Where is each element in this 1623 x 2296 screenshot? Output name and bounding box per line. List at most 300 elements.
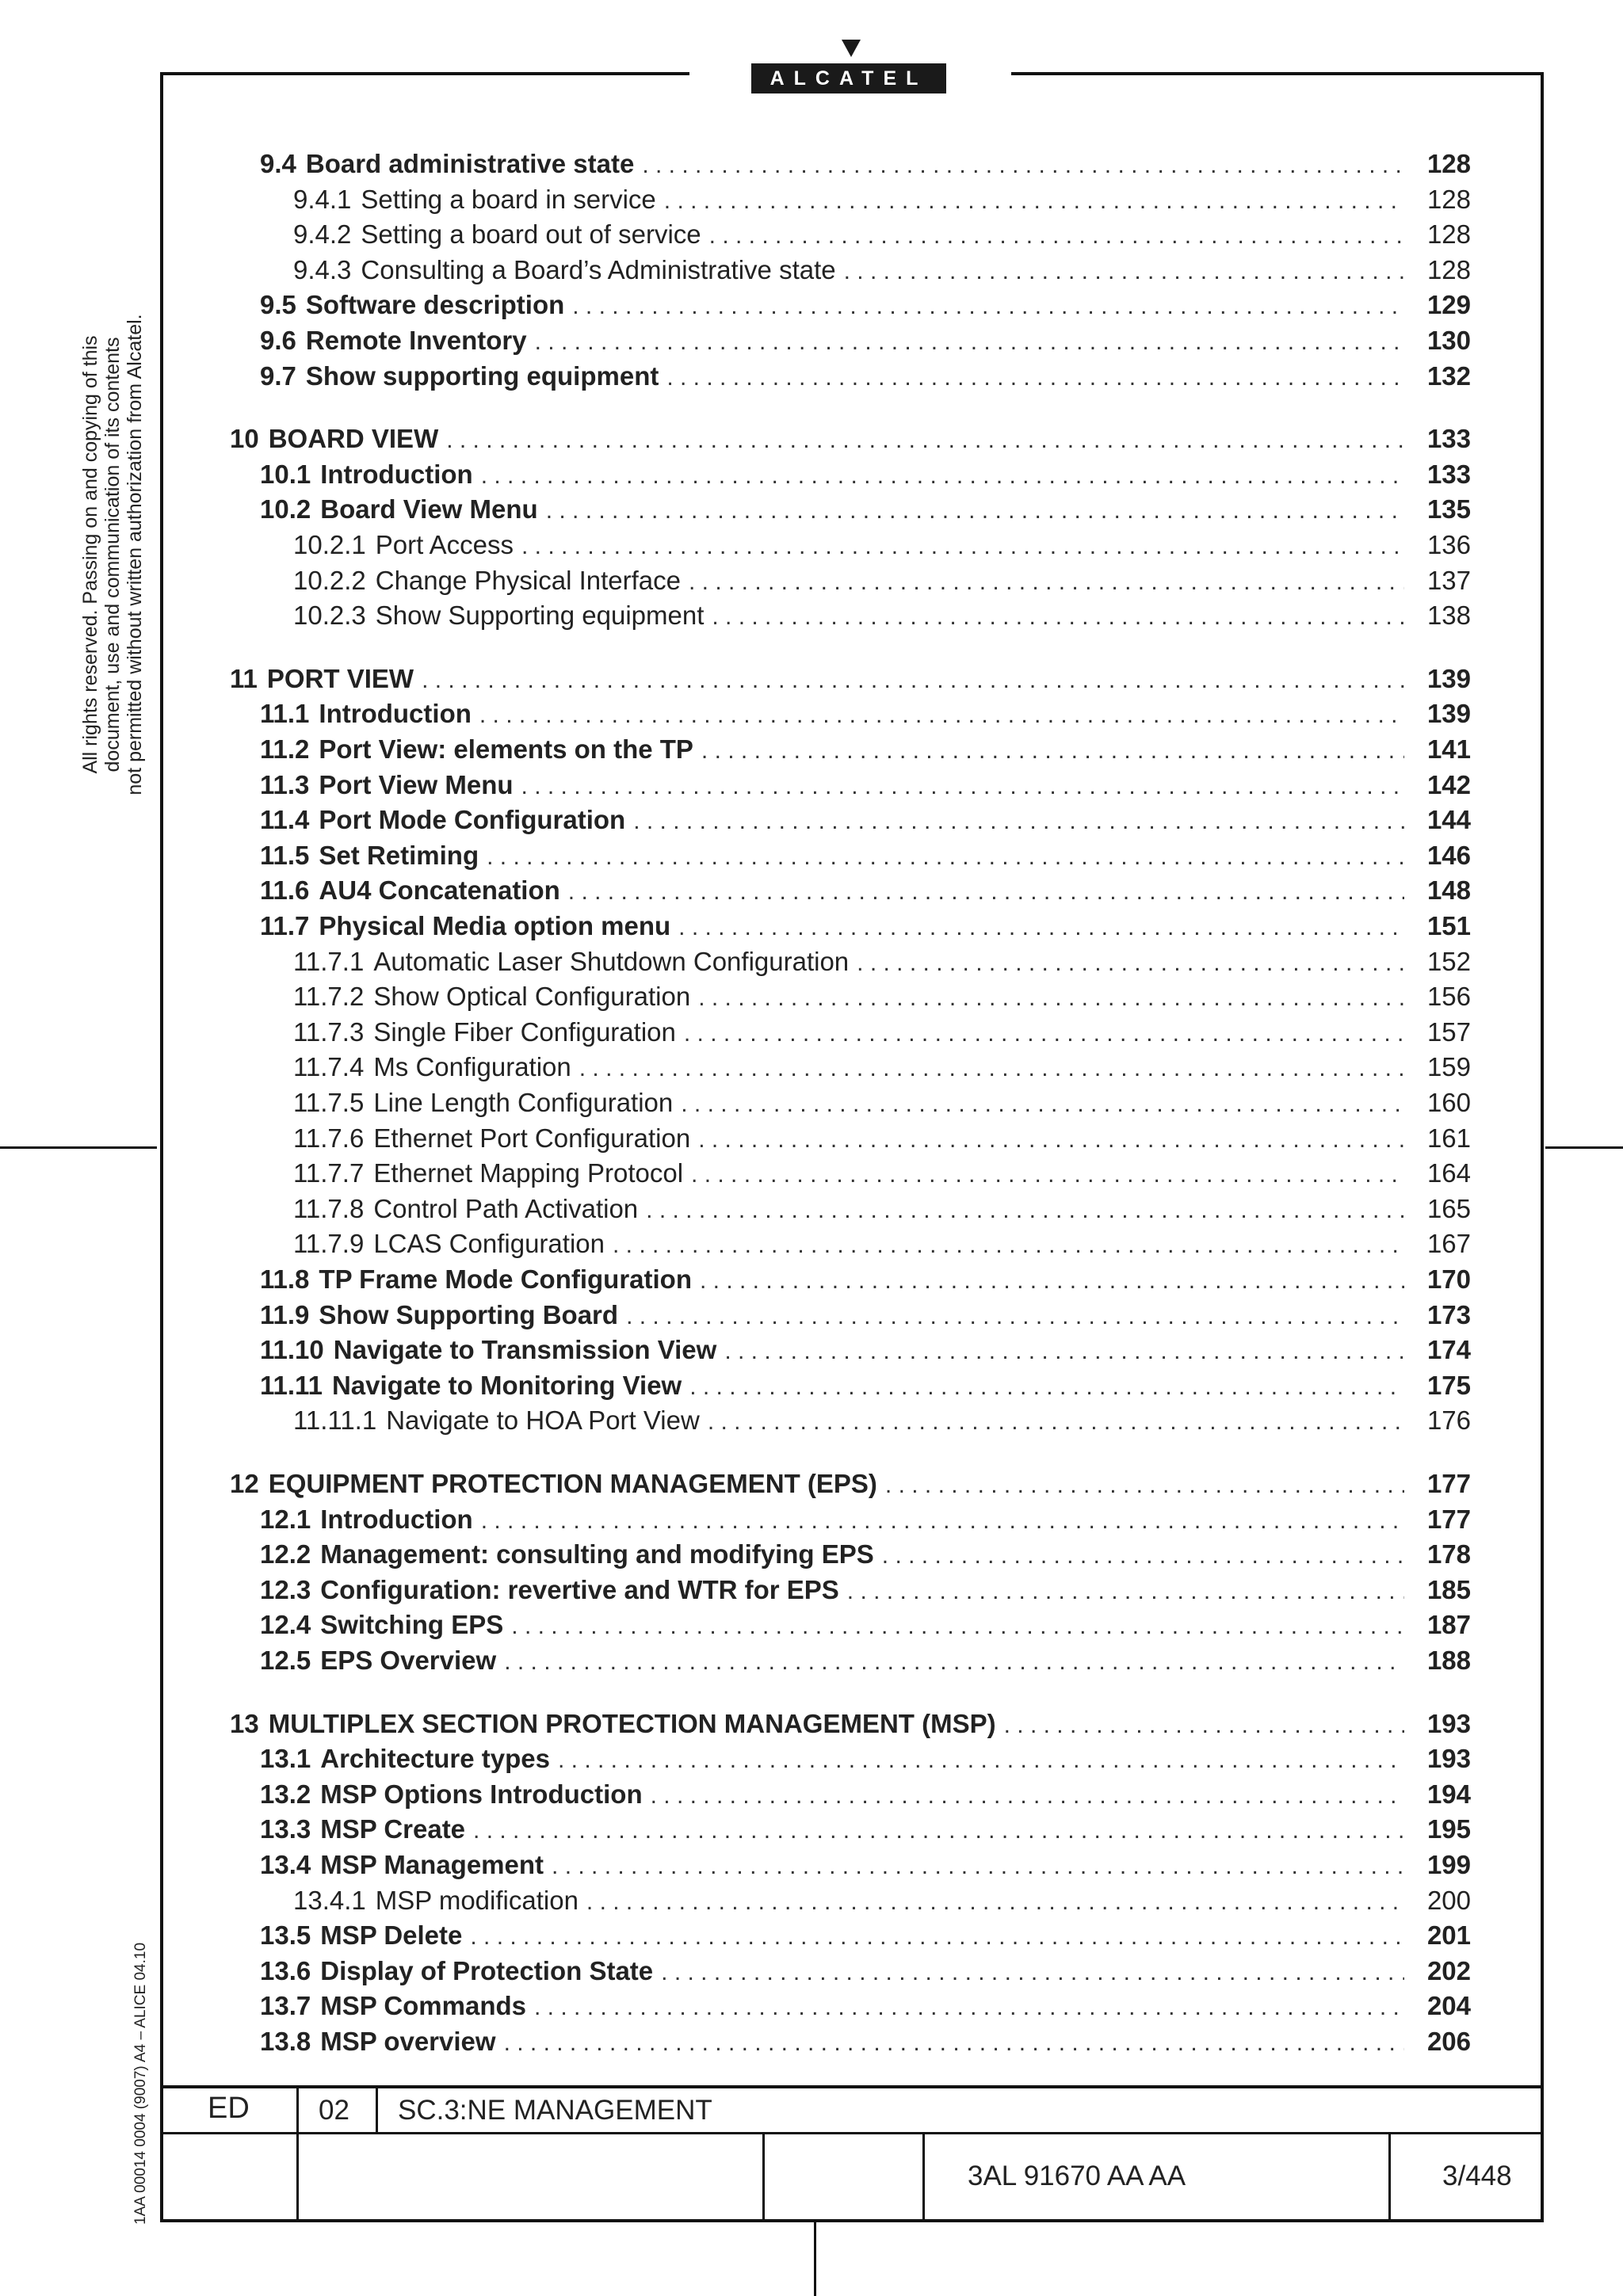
toc-label: Change Physical Interface (375, 566, 681, 595)
toc-heading (260, 149, 634, 179)
toc-heading (260, 1610, 503, 1640)
toc-label: Remote Inventory (305, 326, 527, 355)
toc-heading (293, 1886, 579, 1916)
toc-label: Ms Configuration (373, 1052, 571, 1081)
toc-number: 9.4.1 (293, 185, 352, 214)
toc-number: 12.4 (260, 1610, 311, 1639)
toc-leader-dots (712, 601, 1404, 631)
toc-heading (260, 460, 473, 490)
toc-label: Navigate to Transmission View (333, 1335, 717, 1364)
toc-page-number: 141 (1426, 734, 1471, 764)
toc-heading (260, 1335, 716, 1365)
toc-entry[interactable] (230, 326, 1471, 360)
toc-leader-dots (857, 947, 1404, 977)
toc-page-number: 193 (1426, 1744, 1471, 1773)
footer-mid-line (160, 2132, 1544, 2134)
toc-entry[interactable] (230, 566, 1471, 601)
toc-page-number: 132 (1426, 361, 1471, 391)
toc-number: 11.10 (260, 1335, 324, 1364)
toc-number: 10.2 (260, 494, 311, 524)
toc-entry[interactable] (230, 601, 1471, 635)
toc-label: LCAS Configuration (373, 1229, 605, 1258)
toc-label: Port Access (375, 530, 514, 559)
toc-leader-dots (579, 1052, 1404, 1082)
toc-leader-dots (689, 566, 1404, 596)
toc-heading (260, 1300, 618, 1330)
toc-heading (293, 185, 656, 215)
toc-label: MSP Commands (320, 1991, 527, 2020)
toc-number: 13.6 (260, 1956, 311, 1985)
toc-leader-dots (1004, 1709, 1404, 1739)
toc-leader-dots (470, 1920, 1404, 1951)
toc-label: Set Retiming (319, 841, 479, 870)
toc-leader-dots (586, 1886, 1404, 1916)
toc-number: 12.1 (260, 1505, 311, 1534)
toc-label: Configuration: revertive and WTR for EPS (320, 1575, 839, 1604)
toc-label: TP Frame Mode Configuration (319, 1264, 692, 1294)
toc-label: MSP Delete (320, 1920, 463, 1950)
toc-entry[interactable] (230, 1646, 1471, 1680)
toc-leader-dots (546, 494, 1404, 524)
toc-heading (293, 601, 704, 631)
toc-number: 11.3 (260, 770, 310, 799)
toc-label: Board View Menu (320, 494, 538, 524)
toc-leader-dots (700, 1264, 1404, 1295)
toc-page-number: 200 (1426, 1886, 1471, 1915)
toc-label: Single Fiber Configuration (373, 1017, 676, 1047)
toc-page-number: 152 (1426, 947, 1471, 976)
toc-number: 11.7 (260, 911, 310, 940)
section-title: SC.3:NE MANAGEMENT (398, 2095, 712, 2126)
toc-entry[interactable] (230, 361, 1471, 396)
toc-entry[interactable] (230, 1017, 1471, 1052)
toc-page-number: 136 (1426, 530, 1471, 559)
toc-entry[interactable] (230, 841, 1471, 875)
toc-label: Port Mode Configuration (319, 805, 626, 834)
copyright-notice (79, 293, 146, 816)
page-number: 3/448 (1442, 2161, 1512, 2191)
toc-page-number: 195 (1426, 1814, 1471, 1844)
toc-leader-dots (689, 1371, 1404, 1401)
toc-entry[interactable] (230, 1575, 1471, 1610)
toc-label: Ethernet Mapping Protocol (373, 1158, 684, 1188)
toc-heading (293, 1405, 700, 1436)
frame-top-right (1011, 72, 1544, 75)
toc-page-number: 193 (1426, 1709, 1471, 1738)
toc-entry[interactable] (230, 770, 1471, 805)
toc-heading (260, 1920, 462, 1951)
toc-heading (230, 424, 438, 454)
toc-heading (260, 1991, 526, 2021)
toc-leader-dots (521, 530, 1404, 560)
toc-heading (260, 1264, 692, 1295)
fold-mark-left (0, 1146, 157, 1149)
toc-leader-dots (681, 1088, 1404, 1118)
toc-leader-dots (534, 1991, 1404, 2021)
toc-leader-dots (568, 875, 1404, 906)
toc-page-number: 135 (1426, 494, 1471, 524)
toc-leader-dots (844, 255, 1404, 285)
toc-entry[interactable] (230, 911, 1471, 946)
toc-leader-dots (626, 1300, 1404, 1330)
toc-label: MSP Options Introduction (320, 1779, 643, 1809)
toc-label: Show Supporting equipment (375, 601, 705, 630)
toc-leader-dots (504, 1646, 1404, 1676)
toc-leader-dots (504, 2027, 1404, 2057)
toc-page-number: 144 (1426, 805, 1471, 834)
toc-label: Introduction (320, 1505, 473, 1534)
toc-entry[interactable] (230, 1194, 1471, 1229)
toc-label: Port View Menu (319, 770, 514, 799)
toc-heading (293, 566, 681, 596)
toc-leader-dots (651, 1779, 1404, 1810)
toc-heading (293, 982, 690, 1012)
toc-page-number: 175 (1426, 1371, 1471, 1400)
edition-label: ED (208, 2092, 250, 2125)
toc-label: MSP Management (320, 1850, 544, 1879)
toc-page-number: 148 (1426, 875, 1471, 905)
toc-label: Line Length Configuration (373, 1088, 674, 1117)
form-code: 1AA 00014 0004 (9007) A4 – ALICE 04.10 (132, 1942, 149, 2225)
toc-page-number: 161 (1426, 1123, 1471, 1153)
toc-page-number: 157 (1426, 1017, 1471, 1047)
toc-entry[interactable] (230, 1779, 1471, 1814)
toc-number: 10.2.1 (293, 530, 366, 559)
toc-page-number: 176 (1426, 1405, 1471, 1435)
toc-entry[interactable] (230, 2027, 1471, 2061)
toc-leader-dots (708, 1405, 1404, 1436)
toc-entry[interactable] (230, 947, 1471, 982)
toc-number: 9.6 (260, 326, 296, 355)
toc-heading (260, 875, 560, 906)
toc-label: Architecture types (320, 1744, 550, 1773)
toc-number: 13.5 (260, 1920, 311, 1950)
toc-number: 11.7.4 (293, 1052, 365, 1081)
toc-leader-dots (552, 1850, 1404, 1880)
frame-top-left (160, 72, 689, 75)
toc-number: 9.5 (260, 290, 296, 319)
toc-heading (260, 1744, 550, 1774)
toc-page-number: 173 (1426, 1300, 1471, 1329)
toc-label: Show Supporting Board (319, 1300, 619, 1329)
toc-number: 11.2 (260, 734, 310, 764)
toc-number: 12 (230, 1469, 259, 1498)
toc-label: Show Optical Configuration (373, 982, 691, 1011)
toc-page-number: 128 (1426, 219, 1471, 249)
toc-entry[interactable] (230, 1920, 1471, 1955)
toc-leader-dots (691, 1158, 1404, 1188)
toc-heading (260, 1539, 874, 1569)
toc-number: 11.7.8 (293, 1194, 365, 1223)
copyright-line: All rights reserved. Passing on and copying of this (79, 335, 101, 774)
toc-heading (230, 1469, 877, 1499)
toc-entry[interactable] (230, 664, 1471, 699)
toc-label: Management: consulting and modifying EPS (320, 1539, 874, 1569)
toc-heading (260, 1646, 496, 1676)
toc-number: 10.1 (260, 460, 311, 489)
toc-number: 13 (230, 1709, 259, 1738)
toc-entry[interactable] (230, 255, 1471, 290)
toc-page-number: 139 (1426, 664, 1471, 693)
toc-leader-dots (487, 841, 1404, 871)
footer-divider (376, 2085, 378, 2134)
toc-page-number: 187 (1426, 1610, 1471, 1639)
toc-label: Display of Protection State (320, 1956, 654, 1985)
toc-leader-dots (481, 1505, 1404, 1535)
toc-number: 11.9 (260, 1300, 310, 1329)
toc-entry[interactable] (230, 1886, 1471, 1920)
toc-heading (260, 699, 472, 729)
toc-number: 11.8 (260, 1264, 310, 1294)
toc-leader-dots (709, 219, 1404, 250)
toc-entry[interactable] (230, 219, 1471, 254)
toc-page-number: 138 (1426, 601, 1471, 630)
toc-entry[interactable] (230, 1991, 1471, 2026)
footer-divider (762, 2132, 765, 2221)
toc-page-number: 160 (1426, 1088, 1471, 1117)
toc-entry[interactable] (230, 1505, 1471, 1539)
toc-entry[interactable] (230, 1123, 1471, 1158)
toc-number: 11.7.5 (293, 1088, 365, 1117)
toc-number: 11 (230, 664, 258, 693)
toc-leader-dots (633, 805, 1404, 835)
toc-page-number: 170 (1426, 1264, 1471, 1294)
frame-left (160, 72, 163, 2222)
toc-entry[interactable] (230, 1539, 1471, 1574)
toc-heading (293, 947, 849, 977)
toc-page-number: 164 (1426, 1158, 1471, 1188)
footer-divider (296, 2085, 299, 2221)
toc-entry[interactable] (230, 1814, 1471, 1849)
toc-heading (293, 219, 701, 250)
toc-heading (260, 841, 479, 871)
toc-entry[interactable] (230, 1956, 1471, 1991)
copyright-line: not permitted without written authorization from Alcatel. (124, 314, 146, 795)
toc-leader-dots (847, 1575, 1404, 1605)
toc-entry[interactable] (230, 982, 1471, 1016)
toc-leader-dots (646, 1194, 1404, 1224)
toc-number: 13.2 (260, 1779, 311, 1809)
toc-leader-dots (701, 734, 1404, 765)
toc-page-number: 137 (1426, 566, 1471, 595)
toc-entry[interactable] (230, 805, 1471, 840)
toc-number: 13.7 (260, 1991, 311, 2020)
toc-page-number: 199 (1426, 1850, 1471, 1879)
toc-number: 11.11 (260, 1371, 323, 1400)
toc-page-number: 128 (1426, 185, 1471, 214)
center-mark-bottom (814, 2222, 816, 2296)
toc-heading (260, 1575, 839, 1605)
toc-heading (260, 1371, 682, 1401)
toc-heading (260, 1956, 653, 1986)
toc-label: Ethernet Port Configuration (373, 1123, 691, 1153)
toc-label: Port View: elements on the TP (319, 734, 693, 764)
toc-entry[interactable] (230, 494, 1471, 529)
toc-entry[interactable] (230, 1229, 1471, 1264)
toc-heading (260, 1779, 643, 1810)
toc-page-number: 202 (1426, 1956, 1471, 1985)
toc-label: AU4 Concatenation (319, 875, 560, 905)
document-code: 3AL 91670 AA AA (968, 2161, 1186, 2191)
copyright-line: document, use and communication of its contents (101, 337, 124, 772)
toc-leader-dots (422, 664, 1404, 694)
toc-entry[interactable] (230, 424, 1471, 459)
toc-heading (230, 1709, 996, 1739)
toc-leader-dots (446, 424, 1404, 454)
footer-top-line (160, 2085, 1544, 2088)
toc-leader-dots (479, 699, 1404, 729)
toc-entry[interactable] (230, 1371, 1471, 1405)
toc-entry[interactable] (230, 699, 1471, 734)
toc-heading (260, 805, 625, 835)
toc-heading (260, 1505, 473, 1535)
toc-number: 11.5 (260, 841, 310, 870)
toc-number: 13.8 (260, 2027, 311, 2056)
toc-number: 11.4 (260, 805, 310, 834)
toc-entry[interactable] (230, 1405, 1471, 1440)
toc-page-number: 174 (1426, 1335, 1471, 1364)
toc-label: Control Path Activation (373, 1194, 639, 1223)
toc-entry[interactable] (230, 1088, 1471, 1123)
toc-leader-dots (481, 460, 1404, 490)
toc-leader-dots (661, 1956, 1404, 1986)
toc-number: 9.7 (260, 361, 296, 391)
toc-number: 12.5 (260, 1646, 311, 1675)
toc-heading (260, 1850, 544, 1880)
toc-entry[interactable] (230, 460, 1471, 494)
toc-entry[interactable] (230, 1158, 1471, 1193)
toc-heading (260, 361, 659, 391)
toc-number: 10.2.2 (293, 566, 366, 595)
toc-label: Consulting a Board’s Administrative state (361, 255, 836, 284)
toc-leader-dots (678, 911, 1404, 941)
toc-heading (260, 770, 514, 800)
toc-entry[interactable] (230, 875, 1471, 910)
toc-entry[interactable] (230, 1610, 1471, 1645)
fold-mark-right (1545, 1146, 1623, 1149)
toc-label: Introduction (319, 699, 472, 728)
toc-entry[interactable] (230, 1469, 1471, 1504)
toc-page-number: 165 (1426, 1194, 1471, 1223)
logo-arrow-icon (842, 40, 861, 57)
toc-heading (260, 290, 564, 320)
toc-number: 11.7.7 (293, 1158, 365, 1188)
frame-right (1541, 72, 1544, 2222)
toc-page-number: 146 (1426, 841, 1471, 870)
toc-number: 12.3 (260, 1575, 311, 1604)
toc-leader-dots (613, 1229, 1404, 1259)
toc-label: Board administrative state (305, 149, 635, 178)
toc-number: 11.7.9 (293, 1229, 365, 1258)
toc-heading (293, 1194, 638, 1224)
toc-number: 10.2.3 (293, 601, 366, 630)
toc-number: 11.7.6 (293, 1123, 365, 1153)
toc-entry[interactable] (230, 1744, 1471, 1779)
toc-entry[interactable] (230, 1335, 1471, 1370)
toc-page-number: 129 (1426, 290, 1471, 319)
toc-number: 13.3 (260, 1814, 311, 1844)
toc-leader-dots (572, 290, 1404, 320)
toc-page-number: 194 (1426, 1779, 1471, 1809)
toc-heading (293, 1123, 690, 1154)
toc-number: 13.1 (260, 1744, 311, 1773)
toc-label: PORT VIEW (266, 664, 414, 693)
toc-entry[interactable] (230, 149, 1471, 184)
toc-page-number: 177 (1426, 1469, 1471, 1498)
toc-number: 11.7.2 (293, 982, 365, 1011)
toc-label: EPS Overview (320, 1646, 497, 1675)
toc-page-number: 201 (1426, 1920, 1471, 1950)
toc-label: MSP overview (320, 2027, 496, 2056)
edition-value: 02 (319, 2095, 349, 2126)
toc-page-number: 185 (1426, 1575, 1471, 1604)
footer-divider (1388, 2132, 1391, 2221)
toc-page-number: 133 (1426, 424, 1471, 453)
toc-heading (260, 2027, 496, 2057)
toc-leader-dots (664, 185, 1404, 215)
toc-leader-dots (666, 361, 1404, 391)
toc-entry[interactable] (230, 1709, 1471, 1744)
toc-page-number: 151 (1426, 911, 1471, 940)
toc-label: Automatic Laser Shutdown Configuration (373, 947, 850, 976)
toc-number: 9.4.2 (293, 219, 352, 249)
toc-page-number: 142 (1426, 770, 1471, 799)
toc-entry[interactable] (230, 290, 1471, 325)
toc-leader-dots (558, 1744, 1404, 1774)
toc-number: 13.4 (260, 1850, 311, 1879)
toc-leader-dots (473, 1814, 1404, 1844)
toc-heading (230, 664, 414, 694)
toc-label: EQUIPMENT PROTECTION MANAGEMENT (EPS) (268, 1469, 877, 1498)
toc-heading (293, 530, 514, 560)
toc-number: 11.7.1 (293, 947, 365, 976)
footer-divider (922, 2132, 925, 2221)
brand-logo: ALCATEL (751, 63, 946, 93)
toc-label: Software description (305, 290, 565, 319)
toc-label: Introduction (320, 460, 473, 489)
frame-bottom (160, 2219, 1544, 2222)
toc-heading (260, 734, 693, 765)
toc-entry[interactable] (230, 1850, 1471, 1885)
toc-number: 11.11.1 (293, 1405, 377, 1435)
toc-number: 11.1 (260, 699, 310, 728)
toc-leader-dots (882, 1539, 1404, 1569)
toc-heading (293, 1229, 605, 1259)
toc-number: 11.6 (260, 875, 310, 905)
toc-number: 12.2 (260, 1539, 311, 1569)
toc-page-number: 178 (1426, 1539, 1471, 1569)
toc-entry[interactable] (230, 185, 1471, 219)
toc-heading (293, 1052, 571, 1082)
toc-entry[interactable] (230, 734, 1471, 769)
toc-label: MULTIPLEX SECTION PROTECTION MANAGEMENT (MSP) (268, 1709, 996, 1738)
toc-label: MSP modification (375, 1886, 579, 1915)
toc-number: 10 (230, 424, 259, 453)
toc-leader-dots (535, 326, 1404, 356)
toc-label: Setting a board out of service (361, 219, 701, 249)
toc-label: Navigate to HOA Port View (386, 1405, 700, 1435)
toc-leader-dots (698, 1123, 1404, 1154)
toc-heading (293, 1088, 673, 1118)
toc-entry[interactable] (230, 1052, 1471, 1087)
toc-page-number: 206 (1426, 2027, 1471, 2056)
toc-entry[interactable] (230, 1264, 1471, 1299)
toc-entry[interactable] (230, 1300, 1471, 1335)
toc-page-number: 167 (1426, 1229, 1471, 1258)
toc-label: Show supporting equipment (305, 361, 659, 391)
toc-entry[interactable] (230, 530, 1471, 565)
toc-leader-dots (521, 770, 1404, 800)
